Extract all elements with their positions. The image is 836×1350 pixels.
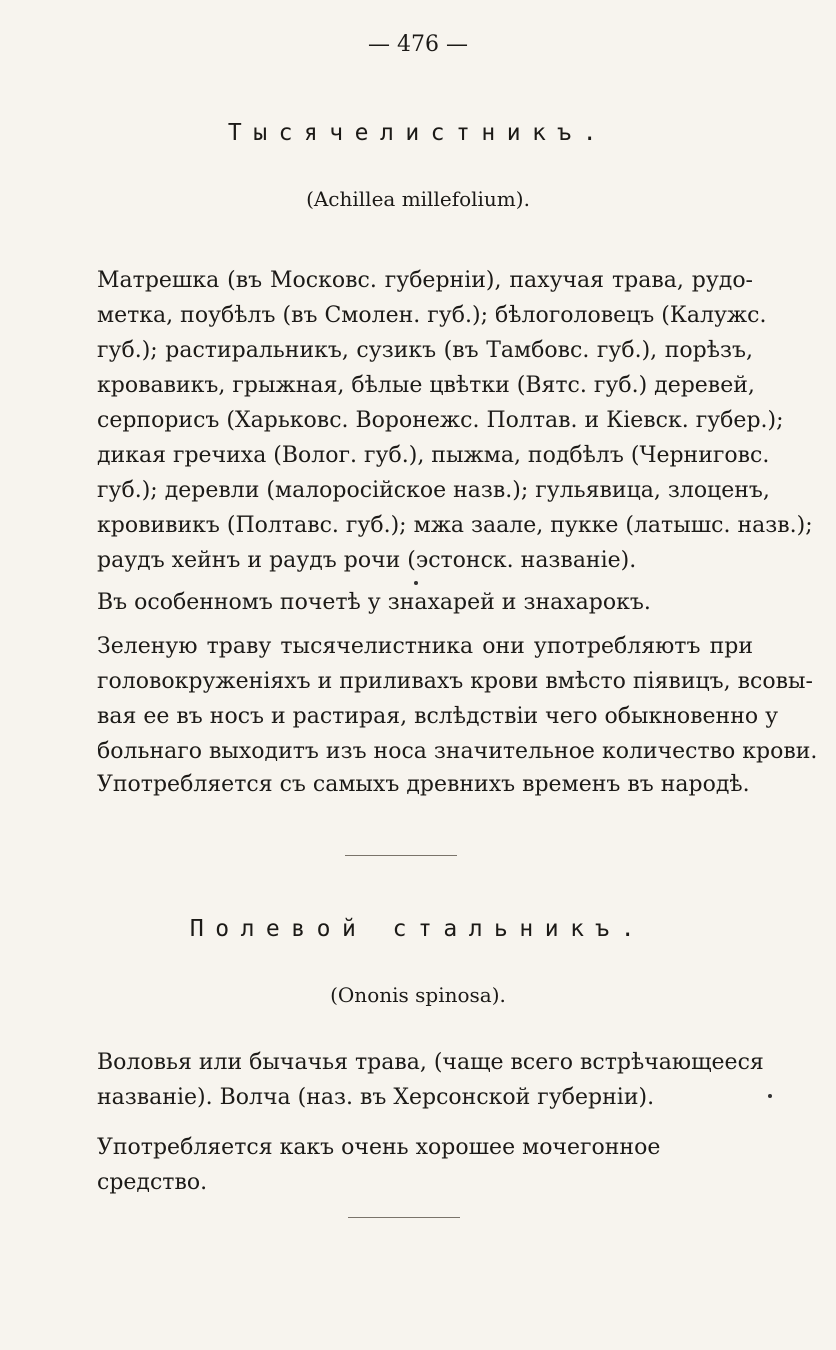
text-line: Матрешка (въ Московс. губерніи), пахучая трава, рудо-	[97, 268, 753, 293]
text-line: больнаго выходитъ изъ носа значительное количество крови.	[97, 739, 818, 764]
paragraph-usage	[97, 629, 818, 769]
text-line: серпорисъ (Харьковс. Воронежс. Полтав. и Кіевск. губер.);	[97, 408, 784, 433]
text-line: кровавикъ, грыжная, бѣлые цвѣтки (Вятс. губ.) деревей,	[97, 373, 755, 398]
text-line: названіе). Волча (наз. въ Херсонской губерніи).	[97, 1085, 655, 1110]
text-line: губ.); растиральникъ, сузикъ (въ Тамбовс. губ.), порѣзъ,	[97, 338, 753, 363]
text-line: губ.); деревли (малоросійское назв.); гульявица, злоценъ,	[97, 478, 770, 503]
paragraph-diuretic: Употребляется какъ очень хорошее мочегонное средство.	[97, 1135, 661, 1195]
text-line: метка, поубѣлъ (въ Смолен. губ.); бѣлоголовецъ (Калужс.	[97, 303, 767, 328]
text-line: кровивикъ (Полтавс. губ.); мжа заале, пукке (латышс. назв.);	[97, 513, 813, 538]
paragraph-common-names	[97, 263, 813, 578]
paragraph-restharrow-names	[97, 1045, 764, 1115]
section-divider	[345, 855, 457, 856]
text-line: Зеленую траву тысячелистника они употребляютъ при	[97, 634, 753, 659]
paragraph-ancient-use: Употребляется съ самыхъ древнихъ временъ въ народѣ.	[97, 772, 750, 797]
text-line: дикая гречиха (Волог. губ.), пыжма, подбѣлъ (Черниговс.	[97, 443, 770, 468]
latin-name-yarrow: (Achillea millefolium).	[306, 187, 530, 211]
ink-speck	[768, 1094, 772, 1098]
text-line: раудъ хейнъ и раудъ рочи (эстонск. названіе).	[97, 548, 637, 573]
text-line: Воловья или бычачья трава, (чаще всего встрѣчающееся	[97, 1050, 764, 1075]
section-heading-yarrow: Тысячелистникъ.	[227, 120, 609, 146]
bleed-through	[430, 78, 437, 103]
text-line: вая ее въ носъ и растирая, вслѣдствіи чего обыкновенно у	[97, 704, 779, 729]
paragraph-healers: Въ особенномъ почетѣ у знахарей и знахарокъ.	[97, 590, 651, 615]
section-heading-restharrow: Полевой стальникъ.	[189, 916, 647, 942]
latin-name-restharrow: (Ononis spinosa).	[330, 983, 506, 1007]
text-line: головокруженіяхъ и приливахъ крови вмѣсто піявицъ, всовы-	[97, 669, 813, 694]
end-divider	[348, 1217, 460, 1218]
page-number: — 476 —	[368, 32, 468, 57]
